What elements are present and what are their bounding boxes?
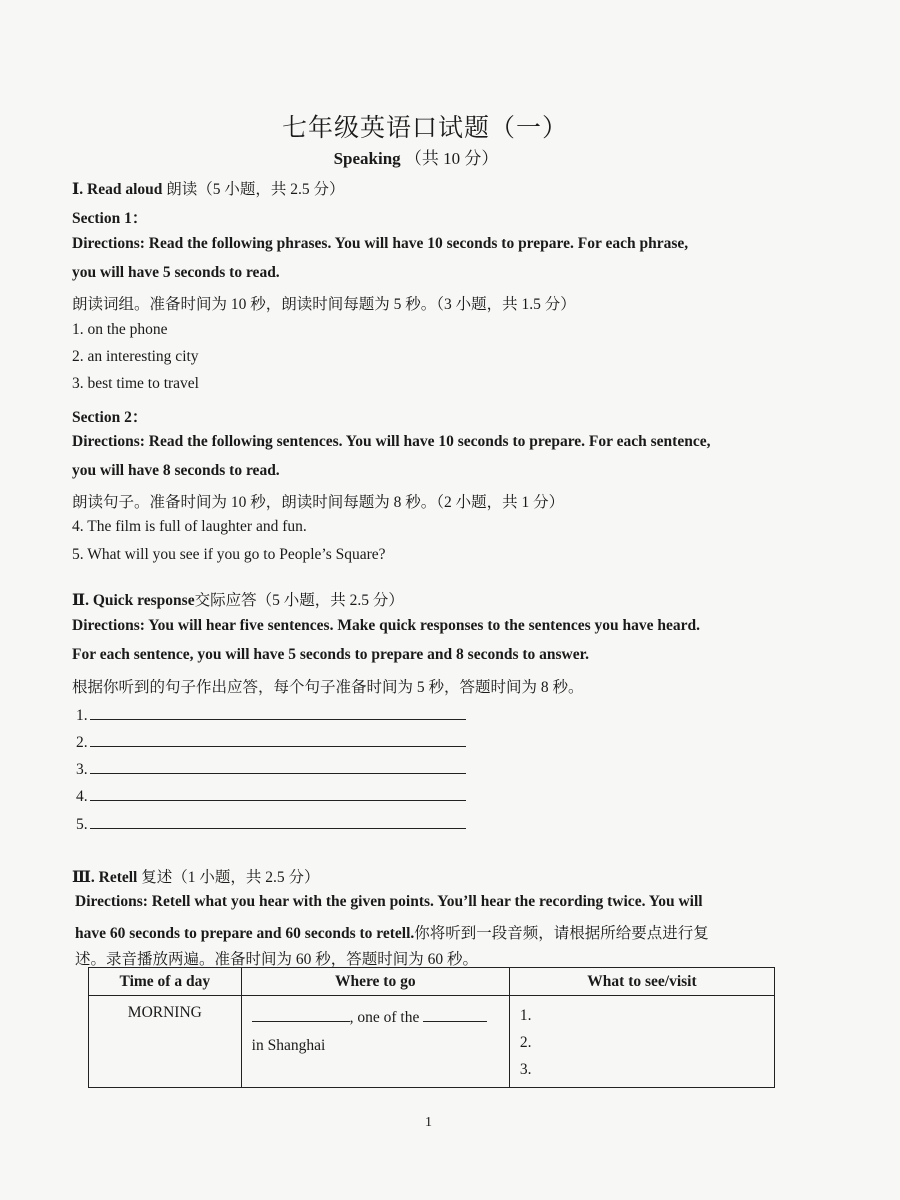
part1-heading-title: Ⅰ. Read aloud: [72, 181, 163, 198]
subtitle-score: （共 10 分）: [404, 149, 499, 168]
phrase-item: 3. best time to travel: [72, 375, 199, 392]
visit-item[interactable]: 2.: [519, 1034, 532, 1051]
part3-heading: [72, 865, 812, 887]
answer-line-1[interactable]: [76, 705, 466, 725]
answer-blank[interactable]: [90, 732, 466, 747]
answer-blank[interactable]: [90, 786, 466, 801]
header-what-to-see: What to see/visit: [509, 968, 774, 996]
part2-directions-line1: Directions: You will hear five sentences. Make quick responses to the sentences you have heard.: [72, 617, 701, 634]
section1-directions-line1: Directions: Read the following phrases. You will have 10 seconds to prepare. For each phrase,: [72, 235, 689, 252]
header-where-to-go: Where to go: [241, 968, 509, 996]
answer-line-5[interactable]: [76, 814, 466, 834]
section2-directions-line2: you will have 8 seconds to read.: [72, 462, 280, 479]
answer-label: 5.: [76, 816, 88, 833]
answer-label: 2.: [76, 734, 88, 751]
section2-cn-directions: 朗读句子。准备时间为 10 秒，朗读时间每题为 8 秒。（2 小题，共 1 分）: [72, 494, 565, 511]
answer-blank[interactable]: [90, 814, 466, 829]
answer-line-4[interactable]: [76, 786, 466, 806]
part3-directions-line3: 述。录音播放两遍。准备时间为 60 秒，答题时间为 60 秒。: [75, 951, 479, 968]
section2-label: Section 2：: [72, 409, 148, 426]
sentence-item: 5. What will you see if you go to People’s Square?: [72, 546, 386, 563]
subtitle-speaking: Speaking: [333, 149, 401, 168]
where-blank-2[interactable]: [423, 1007, 487, 1022]
part2-heading-score: 交际应答（5 小题，共 2.5 分）: [194, 592, 404, 609]
part2-directions-line2: For each sentence, you will have 5 seconds to prepare and 8 seconds to answer.: [72, 646, 589, 663]
where-line2: in Shanghai: [251, 1037, 326, 1054]
phrase-item: 2. an interesting city: [72, 348, 199, 365]
sentence-item: 4. The film is full of laughter and fun.: [72, 518, 307, 535]
retell-table-header-row: [89, 968, 775, 996]
section2-directions-line1: Directions: Read the following sentences. You will have 10 seconds to prepare. For each sentence,: [72, 433, 711, 450]
page-subtitle: [0, 144, 832, 169]
part2-cn-directions: 根据你听到的句子作出应答，每个句子准备时间为 5 秒，答题时间为 8 秒。: [72, 679, 584, 696]
answer-blank[interactable]: [90, 759, 466, 774]
answer-line-2[interactable]: [76, 732, 466, 752]
cell-morning: MORNING: [89, 996, 242, 1088]
part3-directions-line2-en: have 60 seconds to prepare and 60 seconds to retell.: [75, 925, 415, 942]
where-blank-1[interactable]: [252, 1007, 350, 1022]
part2-heading-title: Ⅱ. Quick response: [72, 592, 195, 609]
retell-table: [88, 967, 775, 1088]
part3-directions-line2: [75, 921, 815, 943]
part1-heading-score: 朗读（5 小题，共 2.5 分）: [166, 181, 345, 198]
part3-directions-line2-cn: 你将听到一段音频，请根据所给要点进行复: [414, 925, 709, 942]
part3-heading-title: Ⅲ. Retell: [72, 869, 138, 886]
part3-heading-score: 复述（1 小题，共 2.5 分）: [141, 869, 320, 886]
part2-heading: [72, 588, 812, 610]
section1-cn-directions: 朗读词组。准备时间为 10 秒，朗读时间每题为 5 秒。（3 小题，共 1.5 分）: [72, 296, 576, 313]
part1-heading: [72, 177, 812, 199]
page-title: 七年级英语口试题（一）: [281, 115, 568, 142]
answer-label: 4.: [76, 788, 88, 805]
section1-directions-line2: you will have 5 seconds to read.: [72, 264, 280, 281]
answer-line-3[interactable]: [76, 759, 466, 779]
header-time-of-day: Time of a day: [89, 968, 242, 996]
page-number: 1: [425, 1115, 432, 1130]
cell-what-to-see: [509, 996, 774, 1088]
visit-item[interactable]: 3.: [519, 1061, 532, 1078]
phrase-item: 1. on the phone: [72, 321, 168, 338]
where-mid-text: , one of the: [349, 1009, 420, 1026]
answer-label: 1.: [76, 707, 88, 724]
answer-blank[interactable]: [90, 705, 466, 720]
retell-table-row-morning: [89, 996, 775, 1088]
part3-directions-line1: Directions: Retell what you hear with the given points. You’ll hear the recording twice. You will: [75, 893, 703, 910]
cell-where-to-go: [241, 996, 509, 1088]
section1-label: Section 1：: [72, 210, 148, 227]
visit-item[interactable]: 1.: [519, 1007, 532, 1024]
answer-label: 3.: [76, 761, 88, 778]
